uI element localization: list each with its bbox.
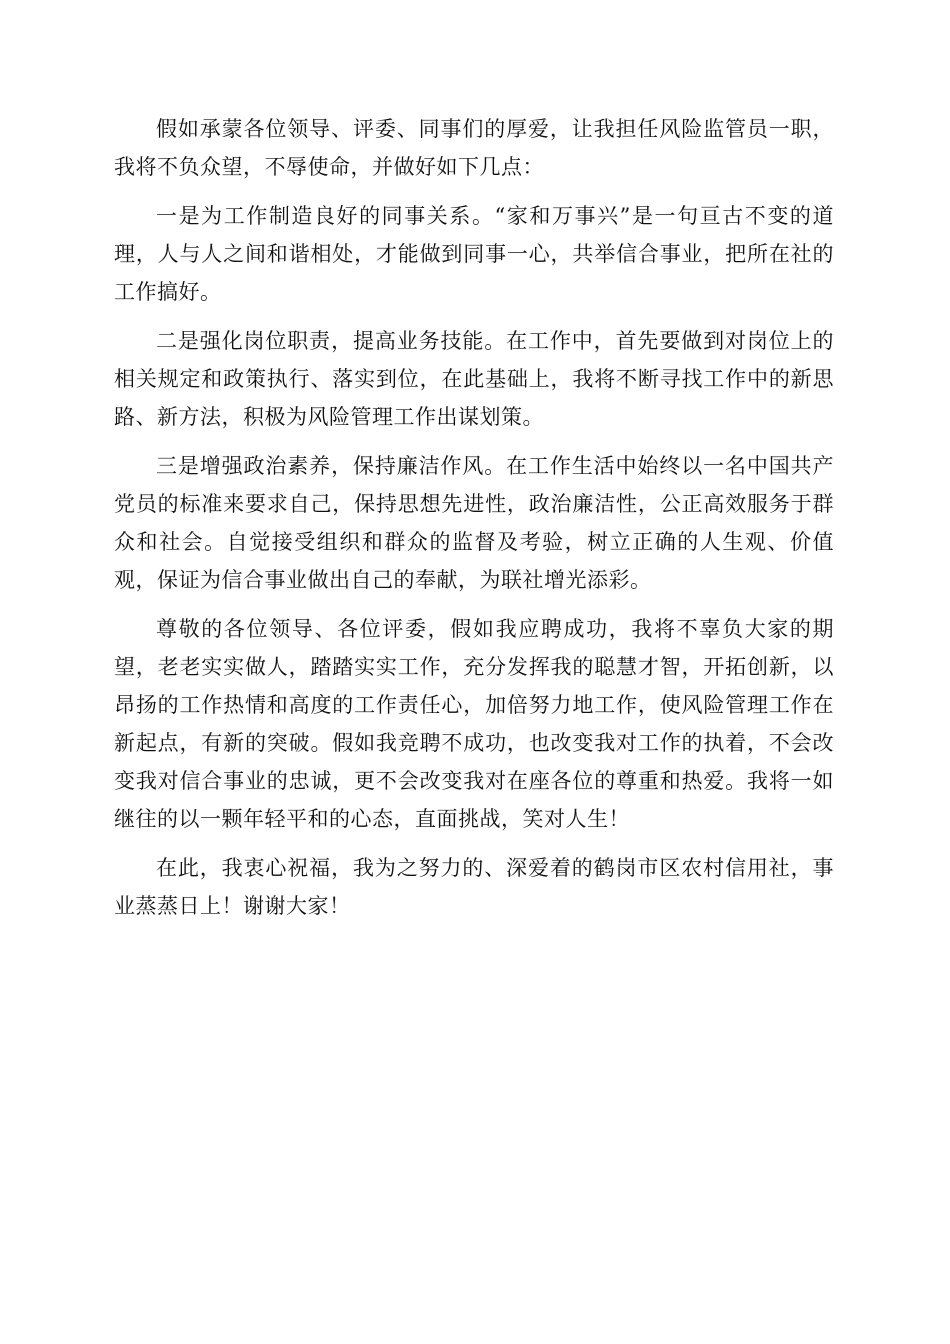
paragraph-point-one: 一是为工作制造良好的同事关系。“家和万事兴”是一句亘古不变的道理，人与人之间和谐相处，才能做到同事一心，共举信合事业，把所在社的工作搞好。: [114, 204, 834, 304]
paragraph-closing: 在此，我衷心祝福，我为之努力的、深爱着的鹤岗市区农村信用社，事业蒸蒸日上！谢谢大家！: [114, 856, 834, 918]
paragraph-commitment: 尊敬的各位领导、各位评委，假如我应聘成功，我将不辜负大家的期望，老老实实做人，踏踏实实工作，充分发挥我的聪慧才智，开拓创新，以昂扬的工作热情和高度的工作责任心，加倍努力地工作，使风险管理工作在新起点，有新的突破。假如我竞聘不成功，也改变我对工作的执着，不会改变我对信合事业的忠诚，更不会改变我对在座各位的尊重和热爱。我将一如继往的以一颗年轻平和的心态，直面挑战，笑对人生！: [114, 617, 834, 831]
paragraph-point-two: 二是强化岗位职责，提高业务技能。在工作中，首先要做到对岗位上的相关规定和政策执行、落实到位，在此基础上，我将不断寻找工作中的新思路、新方法，积极为风险管理工作出谋划策。: [114, 329, 834, 429]
paragraph-intro: 假如承蒙各位领导、评委、同事们的厚爱，让我担任风险监管员一职，我将不负众望，不辱使命，并做好如下几点：: [114, 117, 834, 179]
document-body: [114, 110, 834, 936]
paragraph-point-three: 三是增强政治素养，保持廉洁作风。在工作生活中始终以一名中国共产党员的标准来要求自己，保持思想先进性，政治廉洁性，公正高效服务于群众和社会。自觉接受组织和群众的监督及考验，树立正确的人生观、价值观，保证为信合事业做出自己的奉献，为联社增光添彩。: [114, 454, 834, 592]
